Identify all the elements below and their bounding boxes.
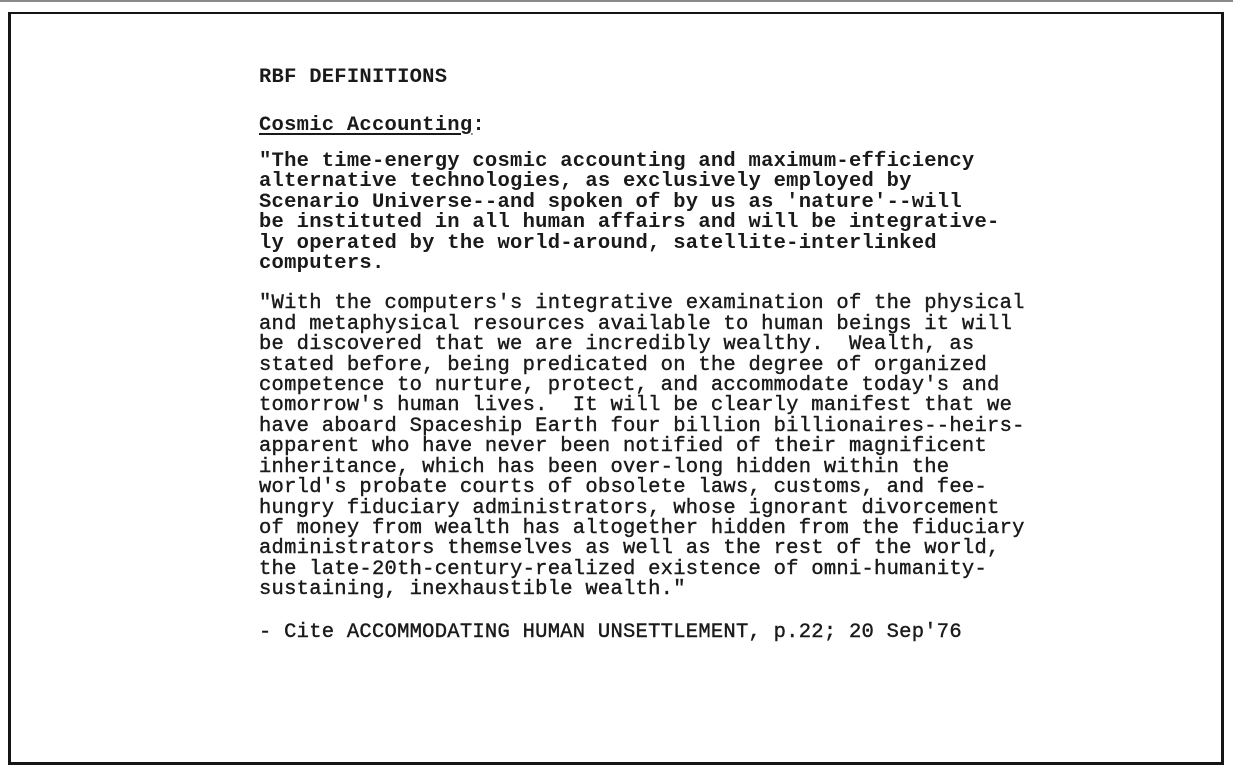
paragraph-line: ly operated by the world-around, satellite-interlinked bbox=[259, 231, 937, 255]
paragraph-line: world's probate courts of obsolete laws, customs, and fee- bbox=[259, 476, 988, 500]
term-title bbox=[259, 114, 1159, 138]
document-heading: RBF DEFINITIONS bbox=[259, 66, 448, 89]
paragraph-line: apparent who have never been notified of their magnificent bbox=[259, 435, 988, 459]
paragraph-line: competence to nurture, protect, and accommodate today's and bbox=[259, 374, 1000, 398]
paragraph-line: sustaining, inexhaustible wealth." bbox=[259, 578, 686, 602]
term-label: Cosmic Accounting bbox=[259, 114, 473, 137]
paragraph-line: and metaphysical resources available to human beings it will bbox=[259, 312, 1013, 336]
paragraph-line: computers. bbox=[259, 252, 385, 276]
paragraph-line: "The time-energy cosmic accounting and maximum-efficiency bbox=[259, 150, 975, 173]
paragraph-line: alternative technologies, as exclusively employed by bbox=[259, 170, 912, 194]
citation: - Cite ACCOMMODATING HUMAN UNSETTLEMENT, p.22; 20 Sep'76 bbox=[259, 620, 962, 644]
paragraph-line: be discovered that we are incredibly wealthy. Wealth, as bbox=[259, 333, 975, 357]
term-colon: : bbox=[472, 114, 485, 137]
paragraph-line: stated before, being predicated on the degree of organized bbox=[259, 353, 988, 377]
card-content bbox=[259, 66, 1159, 645]
paragraph-line: be instituted in all human affairs and will be integrative- bbox=[259, 211, 1000, 235]
paragraph-line: Scenario Universe--and spoken of by us as 'nature'--will bbox=[259, 190, 962, 214]
paragraph-line: tomorrow's human lives. It will be clearly manifest that we bbox=[259, 394, 1013, 418]
quote-paragraph-1 bbox=[259, 152, 1159, 274]
paragraph-line: administrators themselves as well as the rest of the world, bbox=[259, 537, 1000, 561]
page-top-edge bbox=[0, 0, 1233, 2]
definition-card bbox=[8, 12, 1224, 765]
quote-paragraph-2 bbox=[259, 294, 1159, 600]
paragraph-line: hungry fiduciary administrators, whose ignorant divorcement bbox=[259, 496, 1000, 520]
paragraph-line: have aboard Spaceship Earth four billion billionaires--heirs- bbox=[259, 414, 1025, 438]
paragraph-line: the late-20th-century-realized existence of omni-humanity- bbox=[259, 557, 988, 581]
paragraph-line: "With the computers's integrative examination of the physical bbox=[259, 292, 1025, 316]
paragraph-line: inheritance, which has been over-long hidden within the bbox=[259, 455, 950, 479]
paragraph-line: of money from wealth has altogether hidden from the fiduciary bbox=[259, 516, 1025, 540]
